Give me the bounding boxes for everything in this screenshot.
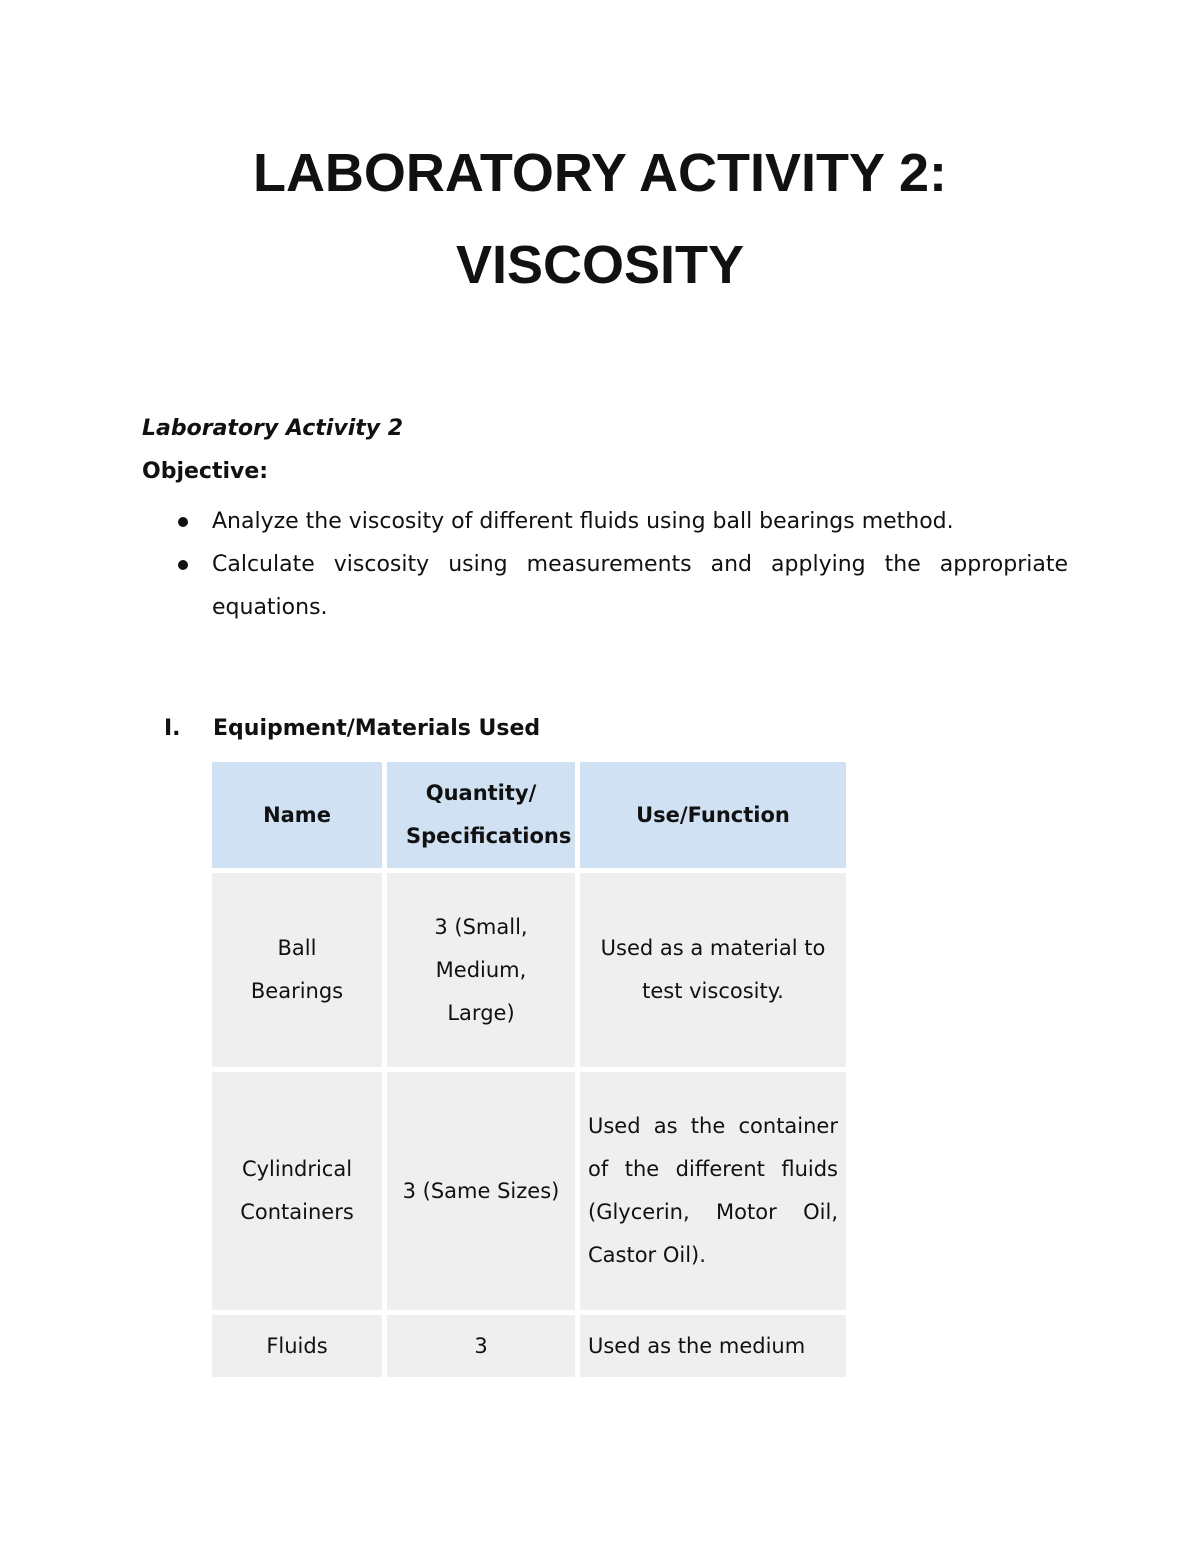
cell-use: Used as the container of the different fluids (Glycerin, Motor Oil, Castor Oil). (580, 1072, 846, 1310)
objective-text: Calculate viscosity using measurements and applying the appropriate equations. (212, 552, 1068, 620)
cell-name: Fluids (212, 1315, 382, 1377)
cell-quantity-text: 3 (Small, Medium, Large) (434, 914, 528, 1025)
cell-use: Used as the medium (580, 1315, 846, 1377)
bullet-icon (178, 517, 188, 527)
objective-label: Objective: (142, 459, 269, 484)
section-heading (164, 716, 540, 741)
table-row (212, 1315, 846, 1377)
cell-name (212, 873, 382, 1067)
cell-use-text: Used as a material to test viscosity. (600, 936, 826, 1003)
equipment-table (207, 757, 851, 1382)
header-quantity (387, 762, 575, 868)
bullet-icon (178, 560, 188, 570)
header-name: Name (212, 762, 382, 868)
page-title-line-2: VISCOSITY (455, 235, 745, 295)
section-title: Equipment/Materials Used (213, 716, 541, 741)
table-row (212, 873, 846, 1067)
table-header-row (212, 762, 846, 868)
cell-name-text: Ball Bearings (250, 936, 344, 1003)
objective-text: Analyze the viscosity of different fluids using ball bearings method. (212, 509, 954, 534)
page-title-line-1: LABORATORY ACTIVITY 2: (252, 143, 948, 203)
cell-name (212, 1072, 382, 1310)
cell-quantity: 3 (387, 1315, 575, 1377)
activity-subtitle: Laboratory Activity 2 (142, 416, 404, 441)
objective-item (178, 500, 1068, 543)
header-use: Use/Function (580, 762, 846, 868)
table-row (212, 1072, 846, 1310)
header-quantity-text: Quantity/ Specifications (406, 781, 572, 848)
cell-quantity: 3 (Same Sizes) (387, 1072, 575, 1310)
objective-item (178, 543, 1068, 629)
section-number: I. (164, 716, 181, 741)
cell-use (580, 873, 846, 1067)
cell-name-text: Cylindrical Containers (240, 1157, 354, 1224)
objective-list (178, 500, 1068, 629)
cell-quantity (387, 873, 575, 1067)
